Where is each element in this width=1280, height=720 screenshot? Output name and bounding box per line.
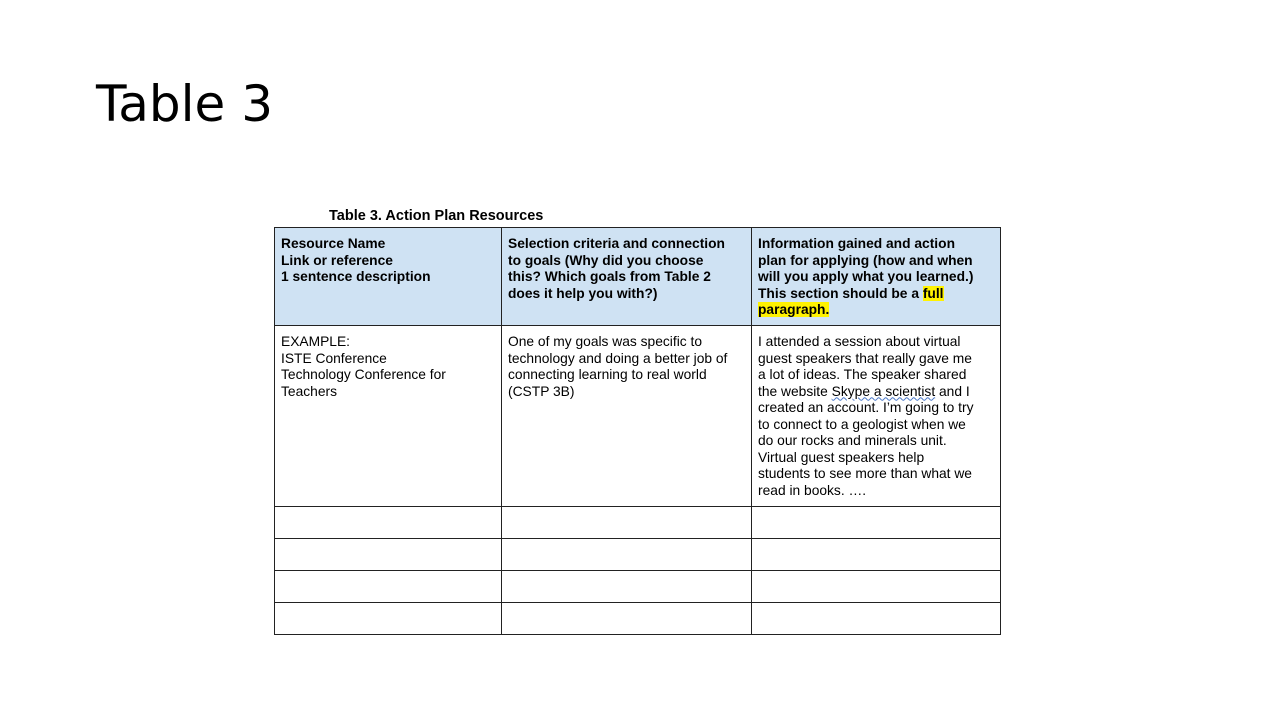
header-line: Selection criteria and connection: [508, 236, 725, 251]
header-line: will you apply what you learned.): [758, 269, 974, 284]
example-row: [275, 326, 1001, 507]
cell-line: ISTE Conference: [281, 350, 387, 366]
skype-a-scientist-text: Skype a scientist: [831, 383, 936, 399]
example-information-cell: [752, 326, 1001, 507]
header-line-text: This section should be a: [758, 285, 923, 301]
cell-line: One of my goals was specific to: [508, 334, 703, 349]
blank-row: [275, 571, 1001, 603]
cell-line: a lot of ideas. The speaker shared: [758, 367, 967, 382]
blank-cell[interactable]: [752, 507, 1001, 539]
header-line: Link or reference: [281, 252, 393, 268]
cell-line: students to see more than what we: [758, 466, 972, 481]
example-criteria-cell: [502, 326, 752, 507]
slide-title: Table 3: [96, 75, 274, 133]
blank-cell[interactable]: [502, 539, 752, 571]
header-line: 1 sentence description: [281, 269, 431, 284]
cell-line: I attended a session about virtual: [758, 334, 961, 349]
cell-line: Virtual guest speakers help: [758, 449, 925, 465]
cell-line: guest speakers that really gave me: [758, 350, 972, 366]
cell-line: connecting learning to real world: [508, 367, 707, 382]
header-line: [758, 302, 994, 319]
header-information-gained: [752, 228, 1001, 326]
blank-row: [275, 603, 1001, 635]
cell-line: to connect to a geologist when we: [758, 416, 966, 432]
blank-cell[interactable]: [502, 571, 752, 603]
blank-cell[interactable]: [752, 539, 1001, 571]
header-line: this? Which goals from Table 2: [508, 269, 711, 284]
blank-cell[interactable]: [275, 507, 502, 539]
blank-cell[interactable]: [752, 571, 1001, 603]
header-line: plan for applying (how and when: [758, 252, 973, 268]
cell-line: Technology Conference for: [281, 367, 446, 382]
blank-row: [275, 507, 1001, 539]
header-line: Information gained and action: [758, 236, 955, 251]
header-row: [275, 228, 1001, 326]
cell-line: EXAMPLE:: [281, 334, 351, 349]
cell-text: the website: [758, 383, 832, 399]
blank-row: [275, 539, 1001, 571]
blank-cell[interactable]: [275, 603, 502, 635]
cell-line: technology and doing a better job of: [508, 350, 728, 366]
header-line: [758, 286, 994, 303]
blank-cell[interactable]: [275, 539, 502, 571]
cell-line: read in books. ….: [758, 482, 867, 498]
header-line: does it help you with?): [508, 285, 658, 301]
blank-cell[interactable]: [752, 603, 1001, 635]
cell-line: (CSTP 3B): [508, 383, 575, 399]
cell-text: and I: [935, 383, 970, 399]
header-resource-name: [275, 228, 502, 326]
header-line: to goals (Why did you choose: [508, 252, 704, 268]
action-plan-resources-table: [274, 227, 1001, 635]
example-resource-cell: [275, 326, 502, 507]
highlighted-text: paragraph.: [758, 302, 830, 317]
highlighted-text: full: [922, 285, 944, 301]
blank-cell[interactable]: [275, 571, 502, 603]
blank-cell[interactable]: [502, 603, 752, 635]
cell-line: Teachers: [281, 383, 337, 399]
header-selection-criteria: [502, 228, 752, 326]
table-caption: Table 3. Action Plan Resources: [329, 208, 544, 224]
cell-line: created an account. I’m going to try: [758, 400, 974, 415]
blank-cell[interactable]: [502, 507, 752, 539]
cell-line: do our rocks and minerals unit.: [758, 433, 947, 448]
cell-line: [758, 384, 994, 401]
header-line: Resource Name: [281, 236, 386, 251]
